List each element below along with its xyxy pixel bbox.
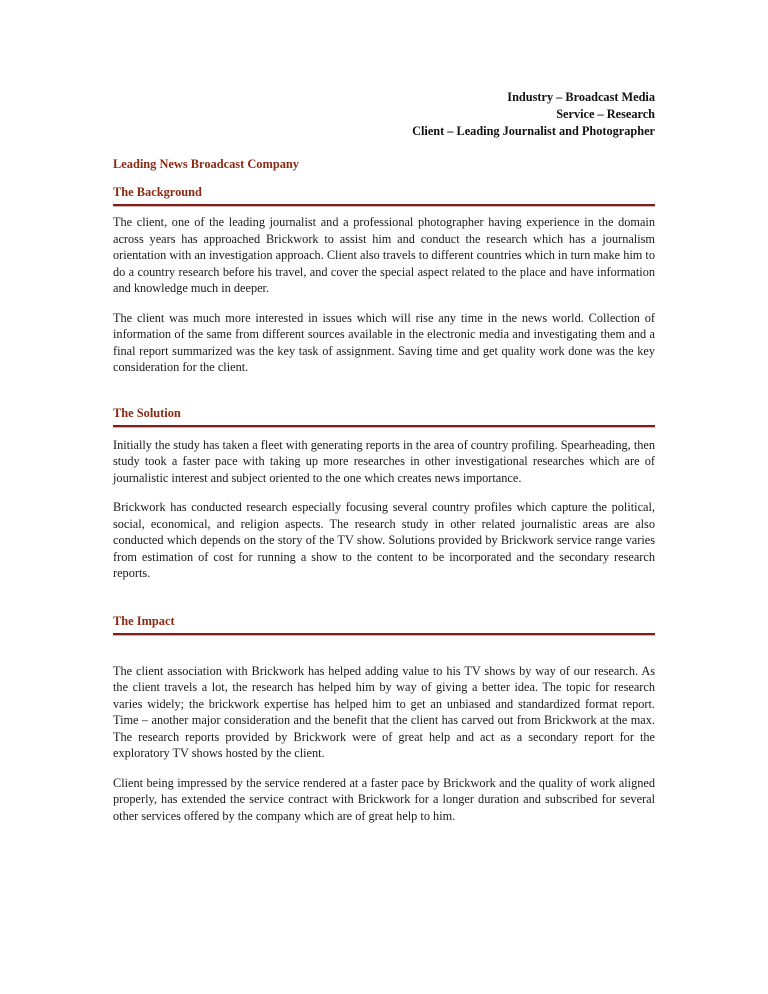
impact-heading: The Impact [113, 613, 175, 628]
solution-heading: The Solution [113, 405, 181, 420]
industry-line: Industry – Broadcast Media [507, 90, 655, 104]
impact-paragraph-1: The client association with Brickwork has helped adding value to his TV shows by way of our research. As the client travels a lot, the research has helped him by way of giving a better idea. The topic for research varies widely; the brickwork expertise has helped him to get an unbiased and standardized format report. Time – another major consideration and the benefit that the client has carved out from Brickwork at the max. The research reports provided by Brickwork were of great help and act as a secondary report for the exploratory TV shows hosted by the client. [113, 663, 655, 760]
impact-paragraph-2: Client being impressed by the service rendered at a faster pace by Brickwork and the quality of work aligned properly, has extended the service contract with Brickwork for a longer duration and subscribed for several other services offered by the company which are of great help to him. [113, 775, 655, 823]
background-section [113, 185, 655, 376]
solution-section [113, 406, 655, 582]
solution-paragraph-2: Brickwork has conducted research especially focusing several country profiles which capture the political, social, economical, and religion aspects. The research study in other related journalistic areas are also conducted which depends on the story of the TV show. Solutions provided by Brickwork service range varies from estimation of cost for running a show to the content to be incorporated and the secondary research reports. [113, 500, 655, 580]
company-title: Leading News Broadcast Company [113, 157, 299, 171]
service-line: Service – Research [556, 107, 655, 121]
section-divider [113, 633, 655, 635]
document-page [113, 89, 655, 824]
impact-section [113, 614, 655, 825]
background-paragraph-2: The client was much more interested in issues which will rise any time in the news world. Collection of information of the same from different sources available in the electronic media and investigating them and a final report summarized was the key task of assignment. Saving time and get quality work done was the key consideration for the client. [113, 310, 655, 374]
client-line: Client – Leading Journalist and Photographer [412, 124, 655, 138]
case-study-header [113, 89, 655, 140]
background-paragraph-1: The client, one of the leading journalist and a professional photographer having experience in the domain across years has approached Brickwork to assist him and conduct the research which has a journalism orientation with an investigation approach. Client also travels to different countries which in turn make him to do a country research before his travel, and cover the special aspect related to the place and have information and knowledge much in deeper. [113, 215, 655, 295]
section-divider [113, 204, 655, 206]
section-divider [113, 425, 655, 427]
solution-paragraph-1: Initially the study has taken a fleet with generating reports in the area of country profiling. Spearheading, then study took a faster pace with taking up more researches in other investigational researches which are of journalistic interest and subject oriented to the one which creates news importance. [113, 437, 655, 485]
background-heading: The Background [113, 185, 202, 199]
